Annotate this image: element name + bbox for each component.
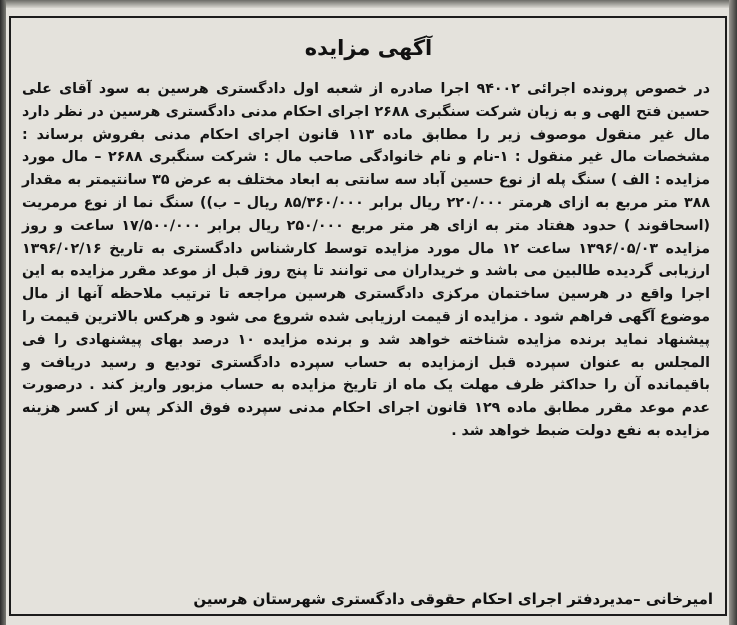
notice-body: در خصوص پرونده اجرائی ۹۴۰۰۲ اجرا صادره از شعبه اول دادگستری هرسین به سود آقای علی حسین فتح الهی و به زیان شرکت سنگبری ۲۶۸۸ اجرای احکام مدنی دادگستری هرسین در نظر دارد مال غیر منقول موصوف زیر را مطابق ماده ۱۱۳ قانون اجرای احکام مدنی بفروش برساند : مشخصات مال غیر منقول : ۱-نام و نام خانوادگی صاحب مال : شرکت سنگبری ۲۶۸۸ – مال مورد مزایده : الف ) سنگ پله از نوع حسین آباد سه سانتی به ابعاد مختلف به عرض ۳۵ سانتیمتر به مقدار ۳۸۸ متر مربع به ازای هرمتر ۲۲۰/۰۰۰ ریال برابر ۸۵/۳۶۰/۰۰۰ ریال – ب)) سنگ نما از نوع مرمریت (اسحاقوند ) حدود هفتاد متر به ازای هر متر مربع ۲۵۰/۰۰۰ ریال برابر ۱۷/۵۰۰/۰۰۰ ساعت و روز مزایده ۱۳۹۶/۰۵/۰۳ ساعت ۱۲ مال مورد مزایده توسط کارشناس دادگستری به تاریخ ۱۳۹۶/۰۲/۱۶ ارزیابی گردیده طالبین می باشد و خریداران می توانند تا پنج روز قبل از موعد مقرر مزایده به این اجرا واقع در هرسین ساختمان مرکزی دادگستری هرسین مراجعه تا ترتیب ملاحظه آنها از مال موضوع آگهی فراهم شود . مزایده از قیمت ارزیابی شده شروع می شود و هرکس بالاترین قیمت را پیشنهاد نماید برنده مزایده شناخته خواهد شد و برنده مزایده ۱۰ درصد بهای پیشنهادی را فی المجلس به عنوان سپرده قبل ازمزایده به حساب سپرده دادگستری تودیع و رسید دریافت و باقیمانده آن را حداکثر ظرف مهلت یک ماه از تاریخ مزایده به حساب مزبور واریز کند . درصورت عدم موعد مقرر مطابق ماده ۱۲۹ قانون اجرای احکام مدنی سپرده فوق الذکر پس از کسر هزینه مزایده به نفع دولت ضبط خواهد شد . xyxy=(22,81,711,439)
notice-signature: امیرخانی –مدیردفتر اجرای احکام حقوقی دادگستری شهرستان هرسین xyxy=(193,590,713,608)
scan-edge-left xyxy=(0,0,6,625)
scan-edge-right xyxy=(729,0,737,625)
notice-title: آگهی مزایده xyxy=(304,36,433,60)
scan-edge-top xyxy=(0,0,737,8)
